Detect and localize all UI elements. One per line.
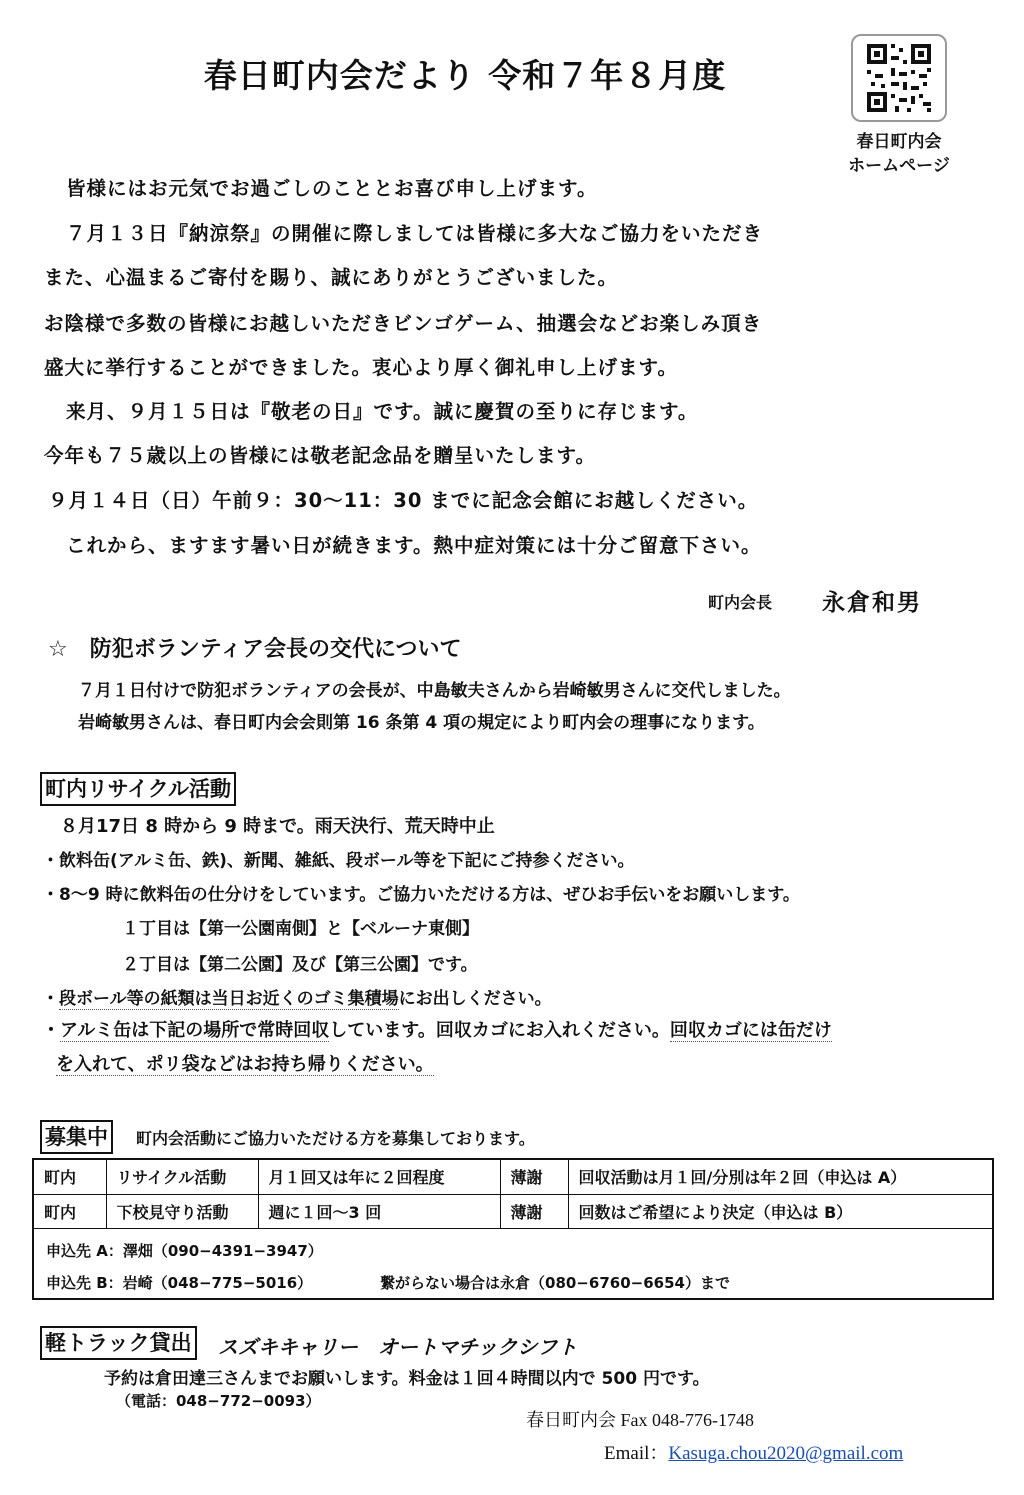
message-line-1: 皆様にはお元気でお過ごしのこととお喜び申し上げます。 [66,177,598,200]
recycle-item-3-underlined: 段ボール等の紙類は当日お近くのゴミ集積場 [59,989,399,1009]
volunteer-line-2: 岩崎敏男さんは、春日町内会会則第 16 条第 4 項の規定により町内会の理事になります。 [78,713,765,733]
recycle-item-4-line-2-text: を入れて、ポリ袋などはお持ち帰りください。 [56,1054,434,1075]
truck-heading: 軽トラック貸出 [40,1326,197,1360]
footer-email-label: Email： [604,1443,669,1464]
recruit-cell-area: 町内 [34,1194,106,1228]
recycle-item-3-bullet: ・ [42,989,59,1009]
truck-reservation: 予約は倉田達三さんまでお願いします。料金は１回４時間以内で 500 円です。 [104,1369,710,1389]
recycle-location-1: １丁目は【第一公園南側】と【ベルーナ東側】 [122,919,479,939]
truck-phone: （電話：048−772−0093） [116,1392,321,1410]
recycle-item-4-bullet: ・ [42,1020,60,1041]
qr-code-icon [853,36,945,120]
recycle-schedule: ８月17日 8 時から 9 時まで。雨天決行、荒天時中止 [60,816,495,837]
recycle-item-1: ・飲料缶(アルミ缶、鉄)、新聞、雑紙、段ボール等を下記にご持参ください。 [42,851,635,871]
message-line-5: 盛大に挙行することができました。衷心より厚く御礼申し上げます。 [44,356,678,379]
recycle-item-4 [42,1016,832,1042]
recruit-cell-activity: リサイクル活動 [106,1160,258,1194]
page-title: 春日町内会だより 令和７年８月度 [203,56,727,95]
recycle-item-3 [42,984,552,1009]
volunteer-heading: ☆ 防犯ボランティア会長の交代について [48,637,462,662]
footer-fax: 春日町内会 Fax 048-776-1748 [526,1410,754,1430]
apply-contact-a: 申込先 A：澤畑（090−4391−3947） [46,1242,323,1260]
recycle-item-2: ・8～9 時に飲料缶の仕分けをしています。ご協力いただける方は、ぜひお手伝いをお願いします。 [42,885,800,905]
recruit-cell-frequency: 週に１回～3 回 [258,1194,500,1228]
apply-contact-alt: 繋がらない場合は永倉（080−6760−6654）まで [380,1274,730,1292]
recruit-cell-activity: 下校見守り活動 [106,1194,258,1228]
recycle-item-3-rest: にお出しください。 [398,989,552,1009]
message-line-3: また、心温まるご寄付を賜り、誠にありがとうございました。 [44,266,619,289]
recycle-item-4-underlined-1: アルミ缶は下記の場所で常時回収 [60,1020,330,1041]
recycle-item-4-mid: しています。回収カゴにお入れください。 [329,1020,670,1041]
recycle-heading: 町内リサイクル活動 [40,772,236,806]
recruit-intro: 町内会活動にご協力いただける方を募集しております。 [136,1129,535,1148]
recruit-table-box [32,1158,994,1300]
recruit-cell-area: 町内 [34,1160,106,1194]
truck-model: スズキキャリー オートマチックシフト [218,1335,578,1359]
qr-caption [835,130,963,178]
footer-email-line [604,1438,903,1465]
qr-caption-line1: 春日町内会 [856,132,942,152]
recruit-cell-frequency: 月１回又は年に２回程度 [258,1160,500,1194]
message-line-7: 今年も７５歳以上の皆様には敬老記念品を贈呈いたします。 [44,444,596,467]
recruit-table [34,1160,992,1229]
recycle-item-4-underlined-2: 回収カゴには缶だけ [669,1020,832,1041]
table-row [34,1194,992,1228]
recycle-item-4-line-2 [56,1050,434,1076]
apply-contact-b: 申込先 B：岩崎（048−775−5016） [46,1274,313,1292]
volunteer-line-1: ７月１日付けで防犯ボランティアの会長が、中島敏夫さんから岩崎敏男さんに交代しました。 [78,681,791,701]
message-line-2: ７月１３日『納涼祭』の開催に際しましては皆様に多大なご協力をいただき [66,222,764,245]
footer-email-link[interactable]: Kasuga.chou2020@gmail.com [668,1443,904,1464]
table-row [34,1160,992,1194]
recruit-cell-reward: 薄謝 [500,1160,568,1194]
signature-name: 永倉和男 [822,590,922,616]
message-line-8: ９月１４日（日）午前９：30～11：30 までに記念会館にお越しください。 [48,489,759,512]
recruit-cell-reward: 薄謝 [500,1194,568,1228]
qr-caption-line2: ホームページ [848,156,950,176]
signature-role: 町内会長 [708,593,773,612]
message-line-9: これから、ますます暑い日が続きます。熱中症対策には十分ご留意下さい。 [66,534,762,557]
message-line-4: お陰様で多数の皆様にお越しいただきビンゴゲーム、抽選会などお楽しみ頂き [44,312,763,335]
message-line-6: 来月、９月１５日は『敬老の日』です。誠に慶賀の至りに存じます。 [66,400,699,423]
recycle-location-2: ２丁目は【第二公園】及び【第三公園】です。 [122,955,478,975]
recruit-cell-note: 回収活動は月１回/分別は年２回（申込は A） [568,1160,992,1194]
homepage-qr-code[interactable] [851,34,947,122]
recruit-cell-note: 回数はご希望により決定（申込は B） [568,1194,992,1228]
recruit-heading: 募集中 [40,1120,113,1154]
